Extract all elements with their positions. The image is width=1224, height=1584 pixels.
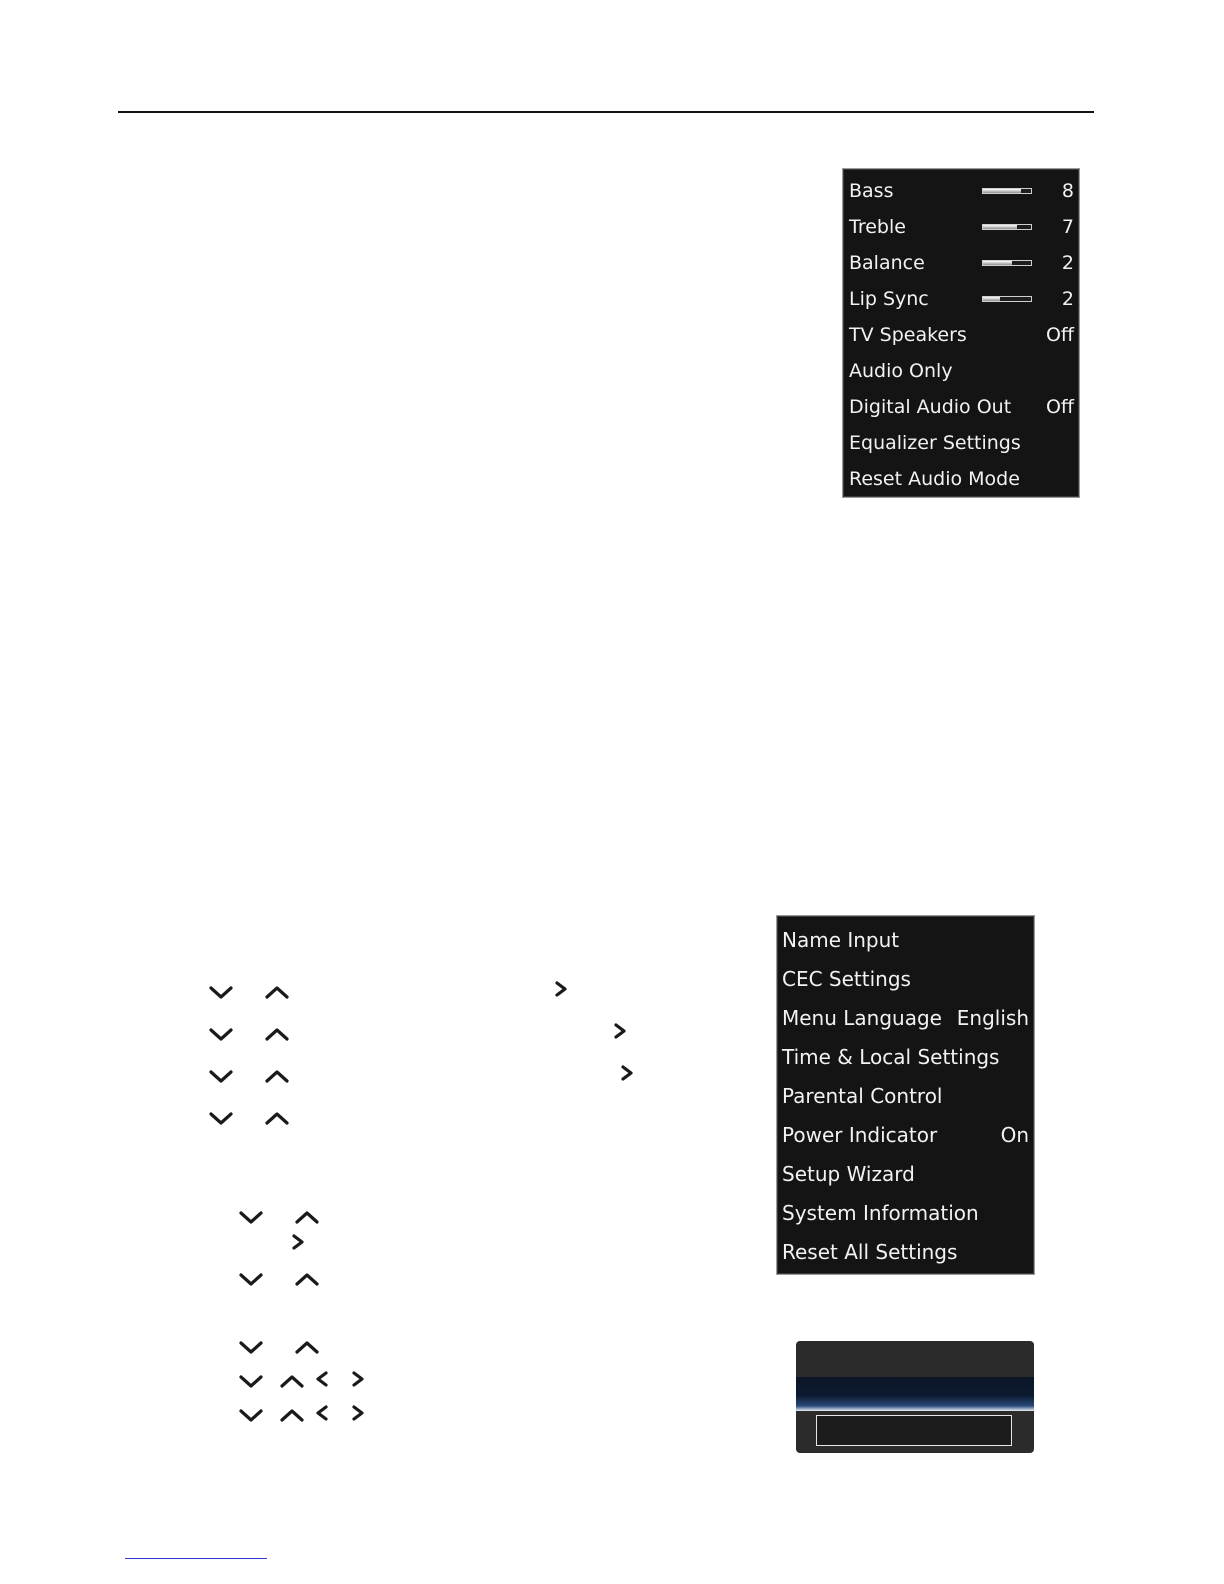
menu-item-label: Reset All Settings (782, 1239, 958, 1264)
name-input-field[interactable] (816, 1415, 1012, 1446)
chevron-left-icon (309, 1404, 335, 1422)
chevron-down-icon (208, 1067, 234, 1085)
setup-menu-item-parental-control[interactable] (782, 1076, 1029, 1115)
menu-item-value: 2 (1061, 288, 1074, 310)
menu-item-value: 7 (1061, 216, 1074, 238)
setup-menu-item-menu-language[interactable] (782, 998, 1029, 1037)
menu-item-label: Balance (849, 252, 925, 274)
chevron-up-icon (264, 983, 290, 1001)
chevron-up-icon (294, 1270, 320, 1288)
audio-menu-item-balance[interactable] (849, 245, 1074, 281)
chevron-down-icon (238, 1208, 264, 1226)
chevron-up-icon (294, 1208, 320, 1226)
setup-menu-item-time-local-settings[interactable] (782, 1037, 1029, 1076)
setup-menu-item-power-indicator[interactable] (782, 1115, 1029, 1154)
menu-item-label: Treble (849, 216, 906, 238)
chevron-right-icon (345, 1404, 371, 1422)
chevron-down-icon (238, 1338, 264, 1356)
lip-sync-level-bar (982, 296, 1032, 302)
chevron-right-icon (548, 980, 574, 998)
menu-item-value: 8 (1061, 180, 1074, 202)
chevron-right-icon (285, 1233, 311, 1251)
treble-level-bar (982, 224, 1032, 230)
menu-item-value: English (956, 1005, 1029, 1030)
chevron-down-icon (208, 983, 234, 1001)
chevron-right-icon (607, 1022, 633, 1040)
chevron-up-icon (279, 1406, 305, 1424)
menu-item-value: Off (1045, 396, 1074, 418)
menu-item-label: Bass (849, 180, 894, 202)
audio-menu-item-bass[interactable] (849, 173, 1074, 209)
chevron-up-icon (264, 1025, 290, 1043)
audio-menu-item-treble[interactable] (849, 209, 1074, 245)
chevron-right-icon (345, 1370, 371, 1388)
menu-item-value: Off (1045, 324, 1074, 346)
setup-menu-item-system-information[interactable] (782, 1193, 1029, 1232)
audio-menu (842, 168, 1080, 498)
menu-item-label: Lip Sync (849, 288, 929, 310)
menu-item-label: Menu Language (782, 1005, 942, 1030)
menu-item-label: System Information (782, 1200, 979, 1225)
menu-item-label: Parental Control (782, 1083, 943, 1108)
chevron-down-icon (208, 1025, 234, 1043)
setup-menu-item-cec-settings[interactable] (782, 959, 1029, 998)
chevron-down-icon (238, 1406, 264, 1424)
menu-item-label: Reset Audio Mode (849, 468, 1020, 490)
menu-item-label: Name Input (782, 927, 900, 952)
setup-menu-item-setup-wizard[interactable] (782, 1154, 1029, 1193)
setup-menu (776, 915, 1035, 1275)
audio-menu-item-equalizer-settings[interactable] (849, 425, 1074, 461)
menu-item-label: Power Indicator (782, 1122, 938, 1147)
dialog-highlight-band (796, 1377, 1034, 1411)
menu-item-label: Digital Audio Out (849, 396, 1012, 418)
audio-menu-item-tv-speakers[interactable] (849, 317, 1074, 353)
header-rule (118, 111, 1094, 113)
audio-menu-item-reset-audio-mode[interactable] (849, 461, 1074, 497)
menu-item-label: Setup Wizard (782, 1161, 915, 1186)
footer-link-underline (125, 1558, 267, 1559)
chevron-down-icon (238, 1270, 264, 1288)
audio-menu-item-digital-audio-out[interactable] (849, 389, 1074, 425)
menu-item-label: TV Speakers (849, 324, 967, 346)
chevron-up-icon (264, 1067, 290, 1085)
menu-item-value: On (1000, 1122, 1029, 1147)
menu-item-label: Equalizer Settings (849, 432, 1021, 454)
audio-menu-item-audio-only[interactable] (849, 353, 1074, 389)
chevron-right-icon (614, 1064, 640, 1082)
chevron-up-icon (264, 1109, 290, 1127)
bass-level-bar (982, 188, 1032, 194)
chevron-down-icon (208, 1109, 234, 1127)
setup-menu-item-reset-all-settings[interactable] (782, 1232, 1029, 1271)
chevron-left-icon (309, 1370, 335, 1388)
menu-item-label: Time & Local Settings (782, 1044, 1000, 1069)
audio-menu-item-lip-sync[interactable] (849, 281, 1074, 317)
menu-item-value: 2 (1061, 252, 1074, 274)
chevron-up-icon (279, 1372, 305, 1390)
setup-menu-item-name-input[interactable] (782, 920, 1029, 959)
chevron-down-icon (238, 1372, 264, 1390)
menu-item-label: Audio Only (849, 360, 953, 382)
name-input-dialog (796, 1341, 1034, 1453)
chevron-up-icon (294, 1338, 320, 1356)
balance-level-bar (982, 260, 1032, 266)
menu-item-label: CEC Settings (782, 966, 911, 991)
